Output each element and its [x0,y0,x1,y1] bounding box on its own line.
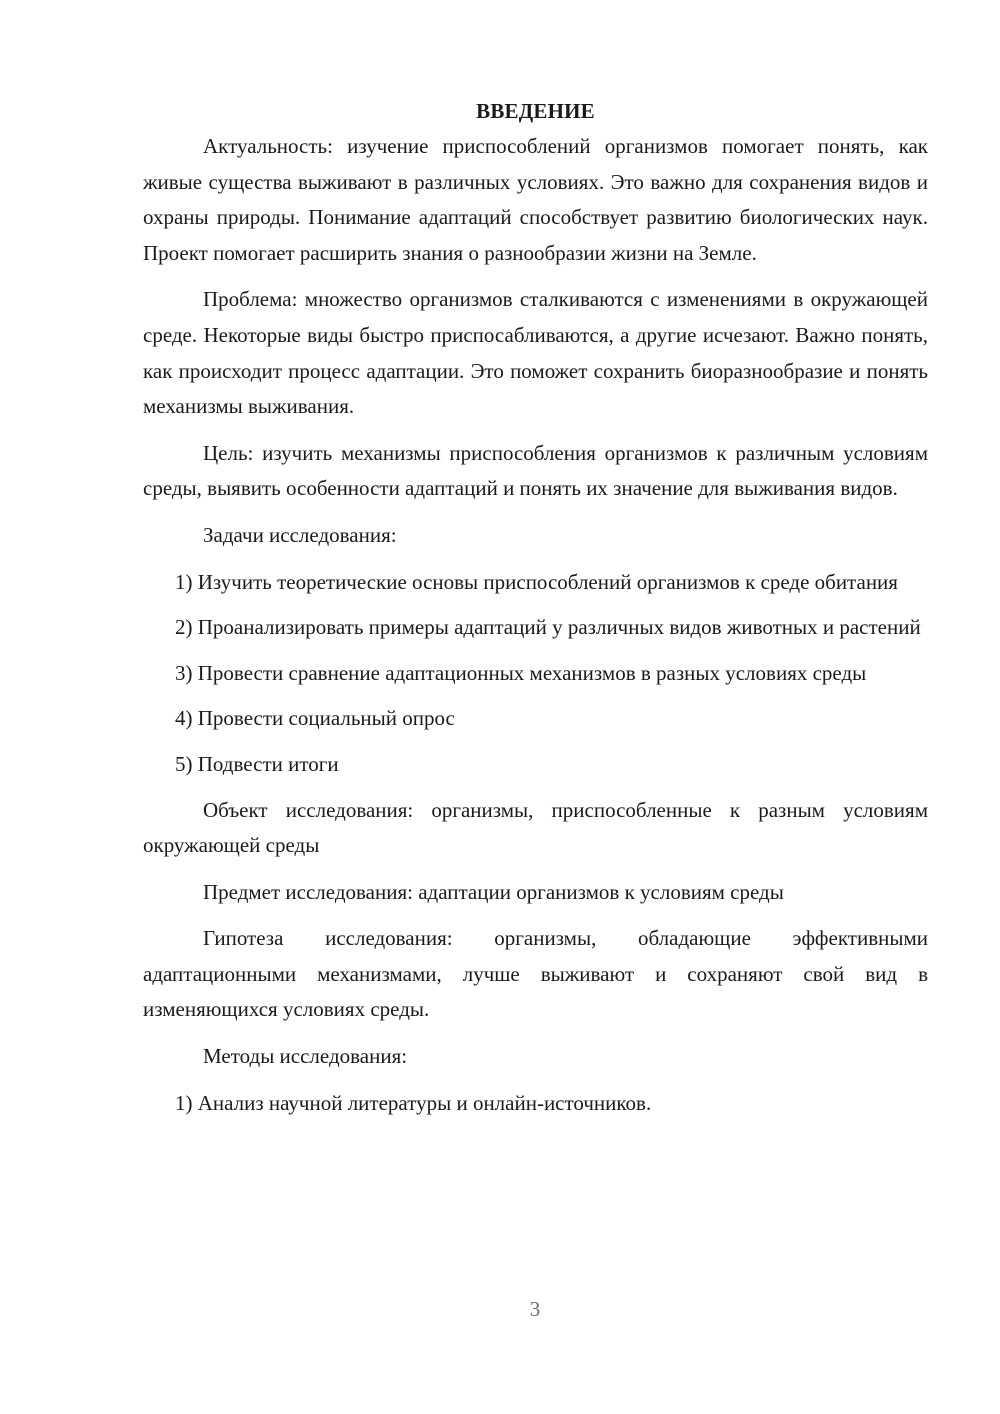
tasks-heading: Задачи исследования: [203,522,397,547]
methods-heading: Методы исследования: [203,1044,408,1069]
task-item: 3) Провести сравнение адаптационных механизмов в разных условиях среды [175,660,867,685]
task-item: 1) Изучить теоретические основы приспособлений организмов к среде обитания [175,569,898,594]
task-item: 5) Подвести итоги [175,751,339,776]
method-item: 1) Анализ научной литературы и онлайн-источников. [175,1090,652,1115]
task-item: 4) Провести социальный опрос [175,706,455,731]
task-item: 2) Проанализировать примеры адаптаций у различных видов животных и растений [175,615,921,640]
hypothesis-paragraph: Гипотеза исследования: организмы, обладающие эффективными адаптационными механизмами, лучше выживают и сохраняют свой вид в изменяющихся условиях среды. [143,926,928,1022]
subject-paragraph: Предмет исследования: адаптации организмов к условиям среды [203,879,784,904]
object-paragraph: Объект исследования: организмы, приспособленные к разным условиям окружающей среды [143,797,928,858]
relevance-paragraph: Актуальность: изучение приспособлений организмов помогает понять, как живые существа выживают в различных условиях. Это важно для сохранения видов и охраны природы. Понимание адаптаций способствует развитию биологических наук. Проект помогает расширить знания о разнообразии жизни на Земле. [143,134,928,265]
page-title: ВВЕДЕНИЕ [476,99,595,123]
problem-paragraph: Проблема: множество организмов сталкиваются с изменениями в окружающей среде. Некоторые виды быстро приспосабливаются, а другие исчезают. Важно понять, как происходит процесс адаптации. Это поможет сохранить биоразнообразие и понять механизмы выживания. [143,287,928,419]
page-body [143,93,928,1131]
goal-paragraph: Цель: изучить механизмы приспособления организмов к различным условиям среды, выявить особенности адаптаций и понять их значение для выживания видов. [143,440,928,501]
page-number: 3 [529,1297,541,1321]
